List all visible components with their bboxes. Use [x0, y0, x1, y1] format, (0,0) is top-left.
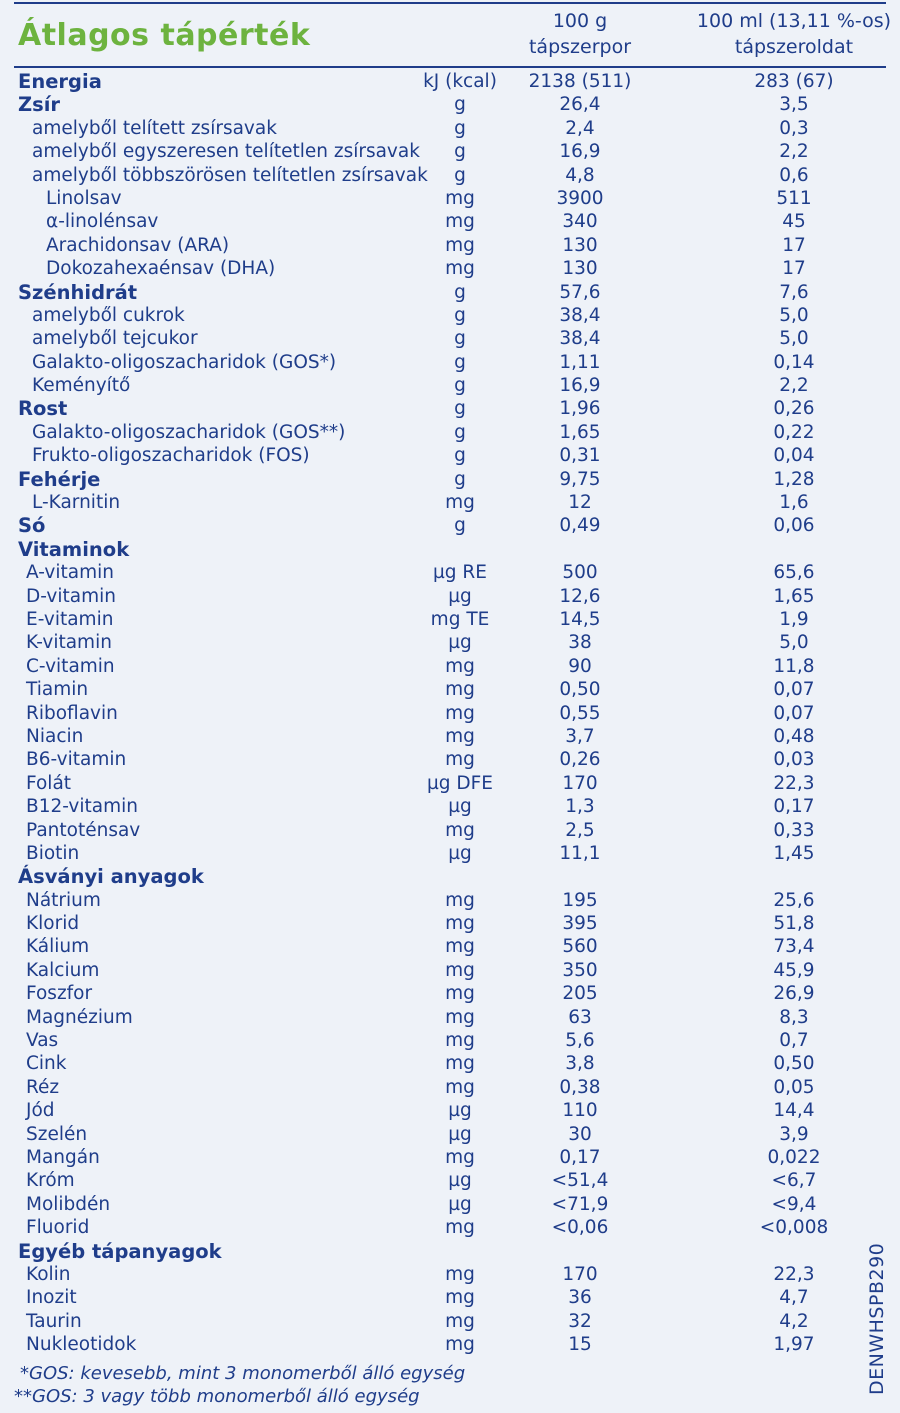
table-row: [14, 631, 886, 654]
footnote-gos-double: **GOS: 3 vagy több monomerből álló egység: [14, 1386, 420, 1407]
table-row: [14, 257, 886, 280]
table-row: [14, 210, 886, 233]
row-label: Só: [18, 514, 46, 538]
table-header: [14, 4, 892, 66]
column-header-100g-line2: tápszerpor: [528, 36, 632, 58]
row-label: Klorid: [26, 913, 80, 935]
row-value-100g: 4,8: [565, 164, 595, 186]
row-label: Pantoténsav: [26, 819, 141, 841]
row-value-100g: 12,6: [559, 585, 601, 607]
row-label: Szelén: [26, 1123, 88, 1145]
row-unit: µg DFE: [427, 772, 493, 794]
row-value-100g: 0,17: [559, 1146, 601, 1168]
row-unit: mg: [445, 1263, 475, 1285]
table-row: [14, 1169, 886, 1192]
row-label: E-vitamin: [26, 608, 114, 630]
row-value-100ml: 0,48: [773, 725, 815, 747]
table-row: [14, 1310, 886, 1333]
row-label: Nátrium: [26, 889, 101, 911]
column-header-100g: [480, 8, 680, 60]
table-row: [14, 1052, 886, 1075]
row-label: Taurin: [26, 1310, 82, 1332]
footnote-gos-single: *GOS: kevesebb, mint 3 monomerből álló egység: [20, 1363, 466, 1384]
table-row: [14, 234, 886, 257]
row-value-100ml: 3,9: [779, 1123, 809, 1145]
row-unit: mg: [445, 819, 475, 841]
row-value-100ml: 14,4: [773, 1100, 815, 1122]
table-row: [14, 1333, 886, 1356]
table-row: [14, 117, 886, 140]
row-unit: mg: [445, 679, 475, 701]
row-value-100g: 11,1: [559, 842, 601, 864]
row-unit: g: [454, 445, 466, 467]
row-label: Nukleotidok: [26, 1334, 137, 1356]
table-row: [14, 842, 886, 865]
row-unit: g: [454, 141, 466, 163]
table-title: Átlagos tápérték: [18, 18, 311, 53]
row-value-100ml: 2,2: [779, 375, 809, 397]
row-value-100ml: 511: [776, 187, 812, 209]
row-value-100ml: 22,3: [773, 1263, 815, 1285]
table-row: [14, 351, 886, 374]
row-value-100ml: 26,9: [773, 983, 815, 1005]
row-value-100g: 3,8: [565, 1053, 595, 1075]
row-unit: kJ (kcal): [423, 71, 497, 92]
row-value-100g: 32: [568, 1310, 592, 1332]
row-unit: mg: [445, 655, 475, 677]
row-value-100g: 0,50: [559, 679, 601, 701]
row-value-100g: 30: [568, 1123, 592, 1145]
table-row: [14, 748, 886, 771]
row-value-100ml: 22,3: [773, 772, 815, 794]
row-value-100ml: <6,7: [771, 1170, 817, 1192]
row-label: amelyből többszörösen telítetlen zsírsavak: [32, 164, 428, 186]
row-label: K-vitamin: [26, 632, 112, 654]
table-row: [14, 725, 886, 748]
section-row: [14, 281, 886, 304]
row-label: Fluorid: [26, 1217, 90, 1239]
row-value-100ml: 65,6: [773, 562, 815, 584]
row-unit: mg: [445, 258, 475, 280]
row-unit: µg: [448, 796, 472, 818]
row-value-100g: 2,5: [565, 819, 595, 841]
row-value-100g: 3,7: [565, 725, 595, 747]
table-row: [14, 304, 886, 327]
row-unit: g: [454, 375, 466, 397]
row-value-100ml: 0,33: [773, 819, 815, 841]
row-value-100ml: 1,28: [773, 468, 815, 490]
row-value-100g: 36: [568, 1287, 592, 1309]
header-rule: [14, 66, 886, 68]
row-label: D-vitamin: [26, 585, 116, 607]
table-row: [14, 795, 886, 818]
row-value-100g: 350: [562, 959, 598, 981]
row-label: Niacin: [26, 725, 84, 747]
row-value-100g: 0,38: [559, 1076, 601, 1098]
row-value-100g: 0,31: [559, 445, 601, 467]
row-label: Kolin: [26, 1263, 71, 1285]
row-unit: mg: [445, 1287, 475, 1309]
row-value-100g: 3900: [556, 187, 604, 209]
row-value-100ml: 1,65: [773, 585, 815, 607]
row-value-100ml: 45: [782, 211, 806, 233]
row-label: Keményítő: [32, 375, 131, 397]
row-label: Linolsav: [46, 187, 122, 209]
table-row: [14, 1216, 886, 1239]
row-value-100g: 110: [562, 1100, 598, 1122]
row-value-100ml: 7,6: [779, 281, 809, 303]
row-label: amelyből egyszeresen telítetlen zsírsavak: [32, 141, 420, 163]
row-unit: mg: [445, 889, 475, 911]
row-label: amelyből telített zsírsavak: [32, 117, 277, 139]
row-label: Galakto-oligoszacharidok (GOS**): [32, 421, 346, 443]
row-value-100g: 560: [562, 936, 598, 958]
row-label: L-Karnitin: [32, 492, 121, 514]
row-unit: mg: [445, 702, 475, 724]
row-value-100ml: 0,26: [773, 398, 815, 420]
table-row: [14, 561, 886, 584]
row-unit: g: [454, 304, 466, 326]
row-value-100ml: 1,97: [773, 1334, 815, 1356]
row-value-100ml: 1,6: [779, 492, 809, 514]
table-row: [14, 374, 886, 397]
row-unit: µg: [448, 632, 472, 654]
row-value-100ml: 4,2: [779, 1310, 809, 1332]
column-header-100g-line1: 100 g: [552, 10, 608, 32]
row-value-100ml: 17: [782, 258, 806, 280]
row-value-100ml: 11,8: [773, 655, 815, 677]
row-value-100ml: 25,6: [773, 889, 815, 911]
row-label: Jód: [26, 1100, 55, 1122]
row-value-100g: 170: [562, 1263, 598, 1285]
row-unit: g: [454, 117, 466, 139]
row-value-100ml: 0,3: [779, 117, 809, 139]
row-value-100g: <0,06: [551, 1217, 609, 1239]
row-label: Zsír: [18, 93, 61, 117]
row-unit: mg: [445, 959, 475, 981]
row-unit: mg: [445, 1076, 475, 1098]
table-row: [14, 1286, 886, 1309]
row-unit: mg: [445, 211, 475, 233]
table-row: [14, 1263, 886, 1286]
row-unit: µg: [448, 842, 472, 864]
table-row: [14, 1029, 886, 1052]
row-value-100g: 1,11: [559, 351, 601, 373]
row-value-100g: 63: [568, 1006, 592, 1028]
column-header-100ml-line2: tápszeroldat: [734, 36, 854, 58]
row-value-100g: 130: [562, 258, 598, 280]
row-value-100g: 9,75: [559, 468, 601, 490]
row-unit: g: [454, 468, 466, 490]
row-value-100ml: 5,0: [779, 304, 809, 326]
row-unit: g: [454, 281, 466, 303]
row-unit: mg: [445, 234, 475, 256]
row-value-100g: 16,9: [559, 375, 601, 397]
row-label: Biotin: [26, 842, 80, 864]
table-row: [14, 491, 886, 514]
product-code: DENWHSPB290: [866, 1242, 888, 1395]
table-row: [14, 585, 886, 608]
row-value-100ml: 0,07: [773, 679, 815, 701]
row-label: B12-vitamin: [26, 796, 138, 818]
row-label: A-vitamin: [26, 562, 114, 584]
row-unit: µg: [448, 1170, 472, 1192]
row-unit: mg: [445, 1217, 475, 1239]
row-unit: mg TE: [430, 608, 490, 630]
row-unit: µg: [448, 1193, 472, 1215]
table-row: [14, 421, 886, 444]
section-row: [14, 865, 886, 888]
row-value-100g: 0,55: [559, 702, 601, 724]
row-unit: g: [454, 351, 466, 373]
table-row: [14, 702, 886, 725]
row-label: Rost: [18, 397, 68, 421]
row-label: Réz: [26, 1076, 60, 1098]
section-row: [14, 468, 886, 491]
row-value-100ml: 0,022: [767, 1146, 821, 1168]
row-value-100ml: 0,50: [773, 1053, 815, 1075]
row-label: Arachidonsav (ARA): [46, 234, 230, 256]
row-label: Galakto-oligoszacharidok (GOS*): [32, 351, 337, 373]
row-value-100g: 130: [562, 234, 598, 256]
row-value-100ml: 1,9: [779, 608, 809, 630]
row-value-100ml: 0,14: [773, 351, 815, 373]
table-row: [14, 140, 886, 163]
row-value-100g: 90: [568, 655, 592, 677]
row-value-100g: 38,4: [559, 304, 601, 326]
row-value-100ml: 0,04: [773, 445, 815, 467]
row-value-100ml: 5,0: [779, 328, 809, 350]
row-value-100ml: 73,4: [773, 936, 815, 958]
section-row: [14, 538, 886, 561]
section-row: [14, 70, 886, 93]
row-value-100g: 26,4: [559, 94, 601, 116]
row-value-100g: 14,5: [559, 608, 601, 630]
row-value-100g: <71,9: [551, 1193, 609, 1215]
row-label: Króm: [26, 1170, 75, 1192]
table-row: [14, 1076, 886, 1099]
row-value-100ml: 0,17: [773, 796, 815, 818]
row-unit: mg: [445, 913, 475, 935]
row-value-100ml: 0,06: [773, 515, 815, 537]
row-unit: mg: [445, 936, 475, 958]
table-row: [14, 819, 886, 842]
row-value-100g: 57,6: [559, 281, 601, 303]
row-value-100g: 205: [562, 983, 598, 1005]
table-row: [14, 1146, 886, 1169]
table-row: [14, 1006, 886, 1029]
row-value-100g: 195: [562, 889, 598, 911]
row-unit: g: [454, 94, 466, 116]
row-unit: g: [454, 398, 466, 420]
section-row: [14, 1240, 886, 1263]
row-value-100g: 500: [562, 562, 598, 584]
section-row: [14, 93, 886, 116]
row-label: Molibdén: [26, 1193, 111, 1215]
row-value-100ml: 0,7: [779, 1030, 809, 1052]
row-value-100g: 1,65: [559, 421, 601, 443]
row-value-100ml: 2,2: [779, 141, 809, 163]
row-label: B6-vitamin: [26, 749, 127, 771]
row-value-100ml: 51,8: [773, 913, 815, 935]
row-value-100g: 5,6: [565, 1030, 595, 1052]
row-unit: µg: [448, 585, 472, 607]
row-unit: mg: [445, 492, 475, 514]
row-value-100g: 340: [562, 211, 598, 233]
table-row: [14, 655, 886, 678]
row-label: amelyből tejcukor: [32, 328, 198, 350]
row-value-100ml: 5,0: [779, 632, 809, 654]
row-label: Kalcium: [26, 959, 100, 981]
row-unit: µg RE: [433, 562, 487, 584]
row-label: Inozit: [26, 1287, 77, 1309]
row-unit: µg: [448, 1123, 472, 1145]
row-unit: g: [454, 515, 466, 537]
row-value-100ml: 8,3: [779, 1006, 809, 1028]
table-row: [14, 889, 886, 912]
row-unit: mg: [445, 749, 475, 771]
row-value-100ml: 0,05: [773, 1076, 815, 1098]
row-value-100g: 15: [568, 1334, 592, 1356]
row-value-100ml: 4,7: [779, 1287, 809, 1309]
row-value-100g: 395: [562, 913, 598, 935]
table-row: [14, 1123, 886, 1146]
row-unit: µg: [448, 1100, 472, 1122]
row-unit: mg: [445, 1146, 475, 1168]
table-row: [14, 1193, 886, 1216]
row-value-100g: 12: [568, 492, 592, 514]
table-row: [14, 678, 886, 701]
row-label: Kálium: [26, 936, 90, 958]
row-label: Ásványi anyagok: [18, 865, 204, 889]
row-label: Folát: [26, 772, 72, 794]
table-row: [14, 912, 886, 935]
table-row: [14, 187, 886, 210]
row-label: α-linolénsav: [46, 211, 159, 233]
row-label: Fehérje: [18, 467, 101, 491]
section-row: [14, 397, 886, 420]
row-label: Riboflavin: [26, 702, 118, 724]
row-label: Vitaminok: [18, 537, 130, 561]
row-label: Energia: [18, 70, 102, 93]
row-label: C-vitamin: [26, 655, 115, 677]
row-label: amelyből cukrok: [32, 304, 185, 326]
row-label: Frukto-oligoszacharidok (FOS): [32, 445, 310, 467]
row-unit: mg: [445, 1030, 475, 1052]
row-unit: mg: [445, 187, 475, 209]
row-value-100ml: <0,008: [759, 1217, 829, 1239]
row-value-100ml: 1,45: [773, 842, 815, 864]
row-value-100g: 2,4: [565, 117, 595, 139]
footnotes: [14, 1362, 465, 1408]
section-row: [14, 514, 886, 537]
row-value-100g: 170: [562, 772, 598, 794]
table-row: [14, 772, 886, 795]
table-row: [14, 608, 886, 631]
row-label: Mangán: [26, 1146, 100, 1168]
row-value-100ml: 283 (67): [754, 71, 834, 92]
table-row: [14, 444, 886, 467]
row-value-100ml: <9,4: [771, 1193, 817, 1215]
table-row: [14, 327, 886, 350]
row-label: Egyéb tápanyagok: [18, 1239, 222, 1263]
row-unit: mg: [445, 725, 475, 747]
row-label: Szénhidrát: [18, 280, 138, 304]
row-value-100g: 0,26: [559, 749, 601, 771]
row-value-100ml: 0,03: [773, 749, 815, 771]
row-unit: g: [454, 421, 466, 443]
row-label: Tiamin: [26, 679, 89, 701]
row-label: Vas: [26, 1030, 59, 1052]
nutrition-table: [14, 70, 886, 1356]
table-row: [14, 1099, 886, 1122]
row-value-100g: 1,3: [565, 796, 595, 818]
row-unit: g: [454, 328, 466, 350]
row-value-100ml: 17: [782, 234, 806, 256]
row-value-100ml: 0,6: [779, 164, 809, 186]
row-value-100g: 1,96: [559, 398, 601, 420]
row-label: Dokozahexaénsav (DHA): [46, 258, 276, 280]
row-unit: g: [454, 164, 466, 186]
row-unit: mg: [445, 1310, 475, 1332]
row-label: Magnézium: [26, 1006, 133, 1028]
row-value-100g: <51,4: [551, 1170, 609, 1192]
table-row: [14, 959, 886, 982]
row-value-100g: 2138 (511): [528, 71, 632, 92]
row-unit: mg: [445, 1006, 475, 1028]
row-value-100g: 16,9: [559, 141, 601, 163]
row-value-100ml: 0,22: [773, 421, 815, 443]
row-unit: mg: [445, 1053, 475, 1075]
column-header-100ml: [694, 8, 894, 60]
row-label: Cink: [26, 1053, 67, 1075]
table-row: [14, 982, 886, 1005]
row-value-100ml: 45,9: [773, 959, 815, 981]
table-row: [14, 164, 886, 187]
row-value-100g: 0,49: [559, 515, 601, 537]
row-unit: mg: [445, 983, 475, 1005]
column-header-100ml-line1: 100 ml (13,11 %-os): [696, 10, 892, 32]
table-row: [14, 935, 886, 958]
row-label: Foszfor: [26, 983, 93, 1005]
row-value-100g: 38: [568, 632, 592, 654]
row-value-100ml: 0,07: [773, 702, 815, 724]
row-value-100g: 38,4: [559, 328, 601, 350]
row-unit: mg: [445, 1334, 475, 1356]
row-value-100ml: 3,5: [779, 94, 809, 116]
